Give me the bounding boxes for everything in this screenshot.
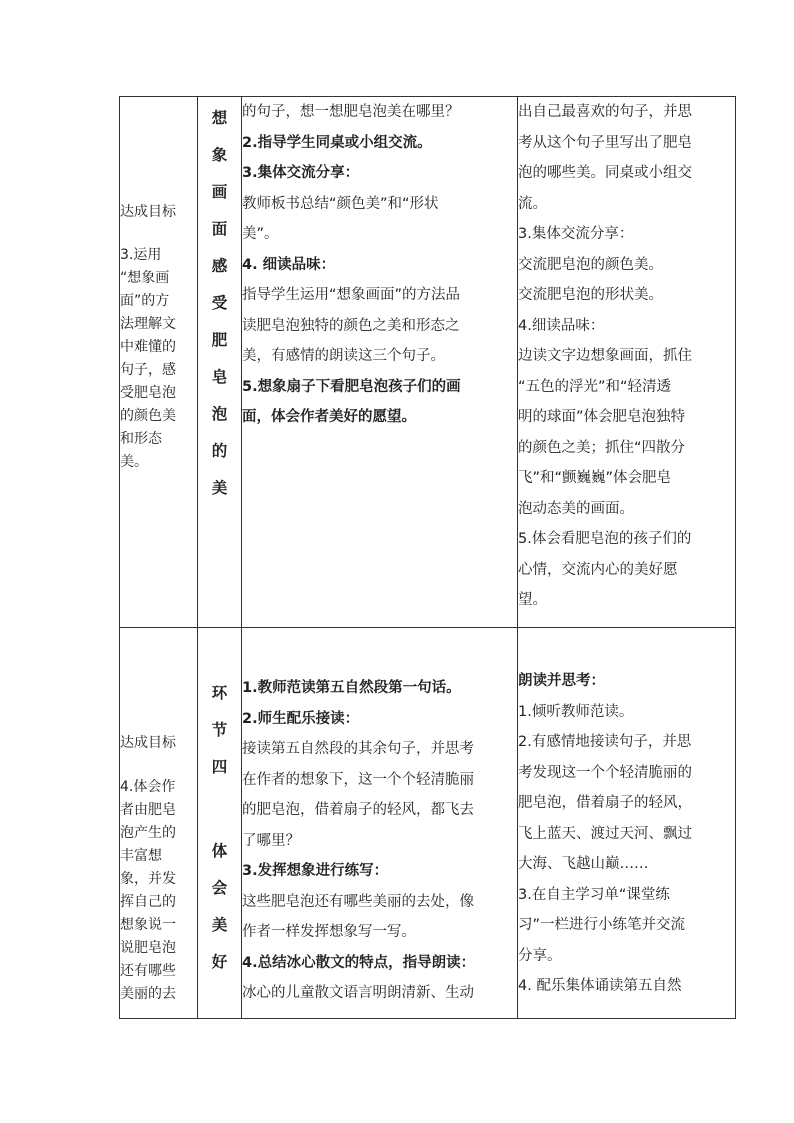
teacher-line: 1.教师范读第五自然段第一句话。 [242, 680, 461, 696]
teacher-line: 2.师生配乐接读： [242, 710, 360, 727]
stage-cell [198, 628, 242, 1019]
student-line: 大海、飞越山巅…… [518, 856, 649, 872]
teacher-line: 教师板书总结“颜色美”和“形状 [242, 195, 439, 212]
goal-line: 法理解文 [120, 316, 176, 332]
goal-line: 受肥皂泡 [120, 385, 176, 401]
table-row [120, 97, 736, 628]
student-line: 边读文字边想象画面，抓住 [518, 348, 692, 364]
student-line: 泡的哪些美。同桌或小组交 [518, 165, 692, 181]
goal-line: 的颜色美 [120, 408, 176, 424]
student-line: 飞”和“颤巍巍”体会肥皂 [518, 470, 672, 486]
teacher-line: 的句子，想一想肥皂泡美在哪里？ [242, 104, 460, 120]
teacher-line: 冰心的儿童散文语言明朗清新、生动 [242, 985, 474, 1001]
student-line: 4. 配乐集体诵读第五自然 [518, 978, 682, 994]
student-line: 心情，交流内心的美好愿 [518, 561, 678, 578]
stage-title-char: 会 [211, 878, 228, 897]
stage-title-char: 四 [211, 757, 228, 776]
student-line: 的颜色之美；抓住“四散分 [518, 439, 686, 456]
stage-title-vertical [198, 628, 241, 980]
teacher-line: 读肥皂泡独特的颜色之美和形态之 [242, 317, 460, 334]
student-line: 分享。 [518, 947, 562, 964]
stage-title-vertical [198, 97, 241, 506]
student-line: 泡动态美的画面。 [518, 500, 634, 517]
goal-text [120, 776, 197, 1006]
goal-line: 泡产生的 [120, 825, 176, 841]
goal-line: 者由肥皂 [120, 802, 176, 818]
student-line: 明的球面”体会肥皂泡独特 [518, 409, 686, 425]
student-line: 1.倾听教师范读。 [518, 703, 634, 720]
teacher-activity-text [242, 628, 517, 1009]
student-line: 交流肥皂泡的形状美。 [518, 287, 663, 303]
stage-title-char: 画 [211, 182, 228, 201]
student-line: 习”一栏进行小练笔并交流 [518, 917, 686, 933]
student-line: 朗读并思考： [518, 673, 605, 689]
student-activity-text [518, 97, 735, 616]
goal-line: 3.运用 [120, 247, 162, 263]
stage-title-char: 的 [211, 441, 228, 460]
student-activity-cell [518, 97, 736, 628]
teacher-line: 3.发挥想象进行练写： [242, 863, 389, 879]
stage-title-char: 面 [211, 219, 228, 238]
goal-cell [120, 628, 198, 1019]
teacher-line: 作者一样发挥想象写一写。 [242, 924, 416, 940]
teacher-line: 2.指导学生同桌或小组交流。 [242, 134, 432, 151]
student-line: 出自己最喜欢的句子，并思 [518, 104, 692, 120]
teacher-line: 接读第五自然段的其余句子，并思考 [242, 741, 474, 757]
student-line: “五色的浮光”和“轻清透 [518, 378, 672, 395]
student-line: 考从这个句子里写出了肥皂 [518, 134, 692, 151]
teacher-activity-cell [242, 628, 518, 1019]
stage-title-char: 体 [211, 841, 228, 860]
teacher-line: 指导学生运用“想象画面”的方法品 [242, 287, 461, 303]
teacher-activity-cell [242, 97, 518, 628]
goal-line: 想象说一 [120, 917, 176, 933]
teacher-line: 5.想象扇子下看肥皂泡孩子们的画 [242, 378, 461, 395]
student-line: 3.在自主学习单“课堂练 [518, 886, 670, 903]
stage-title-char: 好 [211, 952, 228, 971]
goal-line: 和形态 [120, 431, 162, 447]
stage-title-char: 感 [211, 256, 228, 275]
student-line: 5.体会看肥皂泡的孩子们的 [518, 531, 692, 547]
teacher-line: 的肥皂泡，借着扇子的轻风，都飞去 [242, 802, 474, 818]
teacher-line: 4.总结冰心散文的特点，指导朗读： [242, 954, 476, 971]
stage-title-char: 美 [211, 478, 228, 497]
goal-line: 象，并发 [120, 871, 176, 887]
student-line: 飞上蓝天、渡过天河、飘过 [518, 825, 692, 842]
goal-line: 4.体会作 [120, 779, 176, 795]
goal-line: 美丽的去 [120, 986, 176, 1002]
goal-line: 还有哪些 [120, 963, 176, 979]
table-row [120, 628, 736, 1019]
goal-cell [120, 97, 198, 628]
teacher-line: 了哪里？ [242, 832, 300, 849]
stage-title-char: 环 [211, 683, 228, 702]
student-activity-cell [518, 628, 736, 1019]
goal-title: 达成目标 [120, 735, 176, 751]
goal-line: 面”的方 [120, 293, 170, 309]
teacher-activity-text [242, 97, 517, 433]
teacher-line: 3.集体交流分享： [242, 165, 360, 181]
goal-line: 丰富想 [120, 848, 162, 864]
teacher-line: 面，体会作者美好的愿望。 [242, 409, 416, 425]
student-activity-text [518, 628, 735, 1002]
stage-title-char: 肥 [211, 330, 228, 349]
teacher-line: 美，有感情的朗读这三个句子。 [242, 348, 445, 364]
goal-line: 说肥皂泡 [120, 940, 176, 956]
student-line: 交流肥皂泡的颜色美。 [518, 256, 663, 273]
goal-line: 挥自己的 [120, 894, 176, 910]
goal-text [120, 244, 197, 474]
stage-title-char: 美 [211, 915, 228, 934]
stage-title-char: 象 [211, 145, 228, 164]
stage-title-char: 泡 [211, 404, 228, 423]
teacher-line: 4. 细读品味： [242, 256, 336, 273]
student-line: 4.细读品味： [518, 317, 605, 334]
teacher-line: 美”。 [242, 226, 279, 242]
goal-line: 美。 [120, 454, 148, 470]
student-line: 肥皂泡，借着扇子的轻风， [518, 795, 692, 811]
stage-title-gap [198, 785, 241, 832]
stage-title-char: 想 [211, 108, 228, 127]
teacher-line: 这些肥皂泡还有哪些美丽的去处，像 [242, 893, 474, 910]
student-line: 望。 [518, 592, 547, 608]
student-line: 3.集体交流分享： [518, 226, 634, 242]
goal-line: 中难懂的 [120, 339, 176, 355]
stage-title-char: 皂 [211, 367, 228, 386]
goal-line: 句子，感 [120, 362, 176, 378]
goal-line: “想象画 [120, 270, 170, 286]
goal-title: 达成目标 [120, 204, 176, 220]
student-line: 考发现这一个个轻清脆丽的 [518, 764, 692, 781]
stage-cell [198, 97, 242, 628]
student-line: 2.有感情地接读句子，并思 [518, 734, 692, 750]
stage-title-char: 受 [211, 293, 228, 312]
stage-title-char: 节 [211, 720, 228, 739]
teacher-line: 在作者的想象下，这一个个轻清脆丽 [242, 771, 474, 788]
lesson-plan-table [119, 96, 736, 1019]
student-line: 流。 [518, 195, 547, 212]
